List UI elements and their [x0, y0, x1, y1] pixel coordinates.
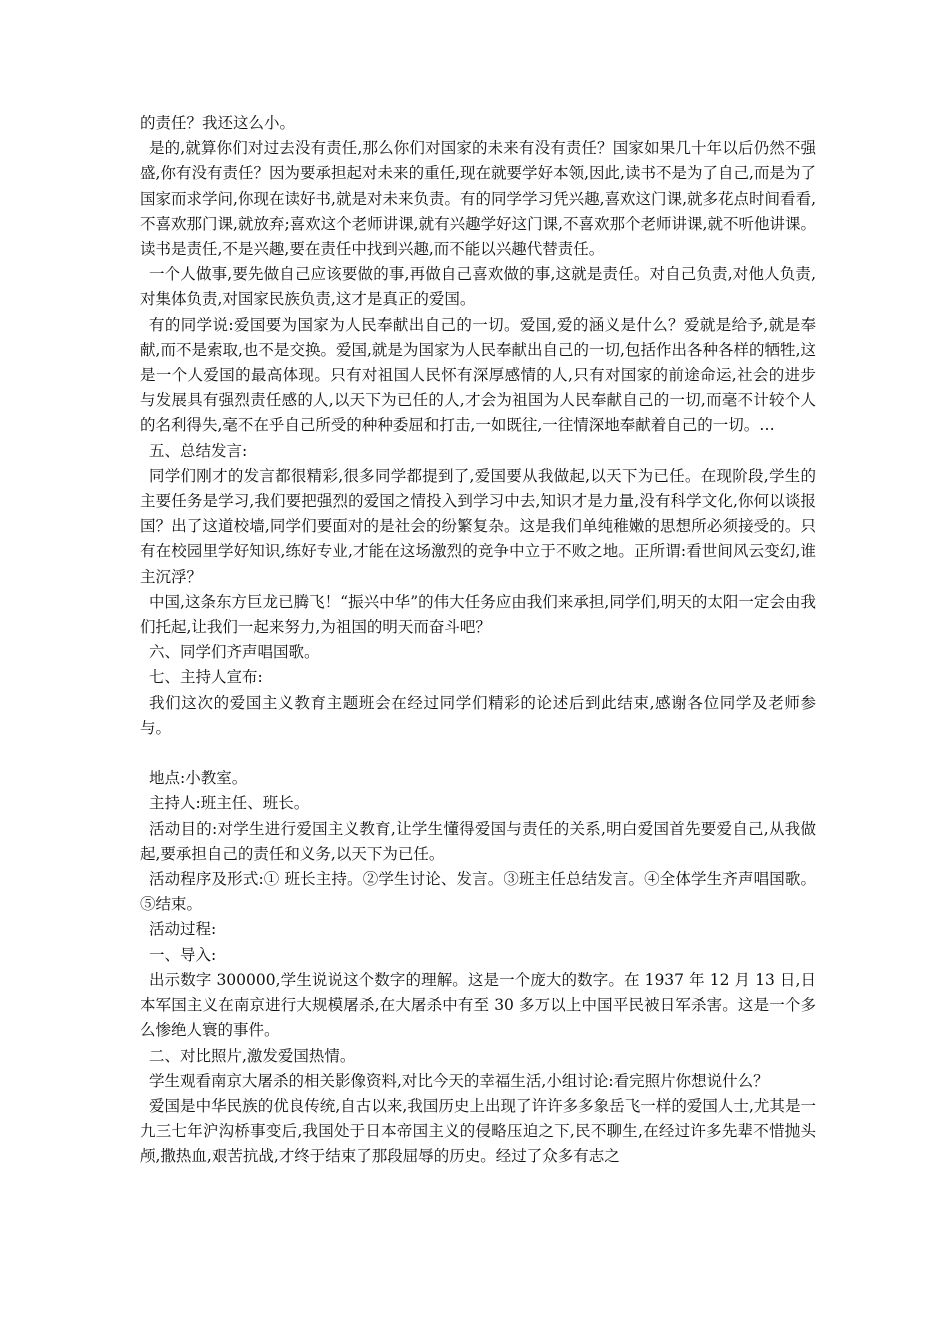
section-heading: 七、主持人宣布:: [149, 668, 263, 687]
paragraph: 中国,这条东方巨龙已腾飞！“振兴中华”的伟大任务应由我们来承担,同学们,明天的太阳一定会由我们托起,让我们一起来努力,为祖国的明天而奋斗吧？: [140, 592, 816, 637]
blank-line: [140, 741, 816, 766]
paragraph: 同学们刚才的发言都很精彩,很多同学都提到了,爱国要从我做起,以天下为已任。在现阶段,学生的主要任务是学习,我们要把强烈的爱国之情投入到学习中去,知识才是力量,没有科学文化,你何以谈报国？出了这道校墙,同学们要面对的是社会的纷繁复杂。这是我们单纯稚嫩的思想所必须接受的。只有在校园里学好知识,练好专业,才能在这场激烈的竞争中立于不败之地。正所谓:看世间风云变幻,谁主沉浮？: [140, 466, 816, 586]
paragraph: 有的同学说:爱国要为国家为人民奉献出自己的一切。爱国,爱的涵义是什么？爱就是给予,就是奉献,而不是索取,也不是交换。爱国,就是为国家为人民奉献出自己的一切,包括作出各种各样的牺牲,这是一个人爱国的最高体现。只有对祖国人民怀有深厚感情的人,只有对国家的前途命运,社会的进步与发展具有强烈责任感的人,以天下为已任的人,才会为祖国为人民奉献自己的一切,而毫不计较个人的名利得失,毫不在乎自己所受的种种委屈和打击,一如既往,一往情深地奉献着自己的一切。…: [140, 315, 816, 435]
paragraph: 我们这次的爱国主义教育主题班会在经过同学们精彩的论述后到此结束,感谢各位同学及老师参与。: [140, 693, 816, 737]
paragraph: 出示数字 300000,学生说说这个数字的理解。这是一个庞大的数字。在 1937 年 12 月 13 日,日本军国主义在南京进行大规模屠杀,在大屠杀中有至 30 多万以上中国平民被日军杀害。这是一个多么惨绝人寰的事件。: [140, 970, 816, 1040]
section-heading: 二、对比照片,激发爱国热情。: [149, 1046, 356, 1065]
paragraph: 主持人:班主任、班长。: [149, 794, 310, 813]
section-heading: 五、总结发言:: [149, 441, 248, 460]
paragraph: 地点:小教室。: [149, 769, 248, 788]
paragraph: 活动过程:: [149, 920, 217, 939]
paragraph: 是的,就算你们对过去没有责任,那么你们对国家的未来有没有责任？国家如果几十年以后仍然不强盛,你有没有责任？因为要承担起对未来的重任,现在就要学好本领,因此,读书不是为了自己,而是为了国家而求学问,你现在读好书,就是对未来负责。有的同学学习凭兴趣,喜欢这门课,就多花点时间看看,不喜欢那门课,就放弃;喜欢这个老师讲课,就有兴趣学好这门课,不喜欢那个老师讲课,就不听他讲课。读书是责任,不是兴趣,要在责任中找到兴趣,而不能以兴趣代替责任。: [140, 139, 816, 259]
document-body: [140, 111, 816, 1170]
paragraph: 的责任？我还这么小。: [140, 114, 296, 132]
paragraph: 活动程序及形式:① 班长主持。②学生讨论、发言。③班主任总结发言。④全体学生齐声唱国歌。⑤结束。: [140, 870, 816, 914]
paragraph: 爱国是中华民族的优良传统,自古以来,我国历史上出现了许许多多象岳飞一样的爱国人士,尤其是一九三七年沪沟桥事变后,我国处于日本帝国主义的侵略压迫之下,民不聊生,在经过许多先辈不惜抛头颅,撒热血,艰苦抗战,才终于结束了那段屈辱的历史。经过了众多有志之: [140, 1096, 816, 1166]
paragraph: 一个人做事,要先做自己应该要做的事,再做自己喜欢做的事,这就是责任。对自己负责,对他人负责,对集体负责,对国家民族负责,这才是真正的爱国。: [140, 265, 816, 309]
section-heading: 一、导入:: [149, 945, 217, 964]
section-heading: 六、同学们齐声唱国歌。: [149, 643, 320, 662]
paragraph: 学生观看南京大屠杀的相关影像资料,对比今天的幸福生活,小组讨论:看完照片你想说什么？: [149, 1071, 769, 1090]
paragraph: 活动目的:对学生进行爱国主义教育,让学生懂得爱国与责任的关系,明白爱国首先要爱自己,从我做起,要承担自己的责任和义务,以天下为已任。: [140, 819, 816, 863]
